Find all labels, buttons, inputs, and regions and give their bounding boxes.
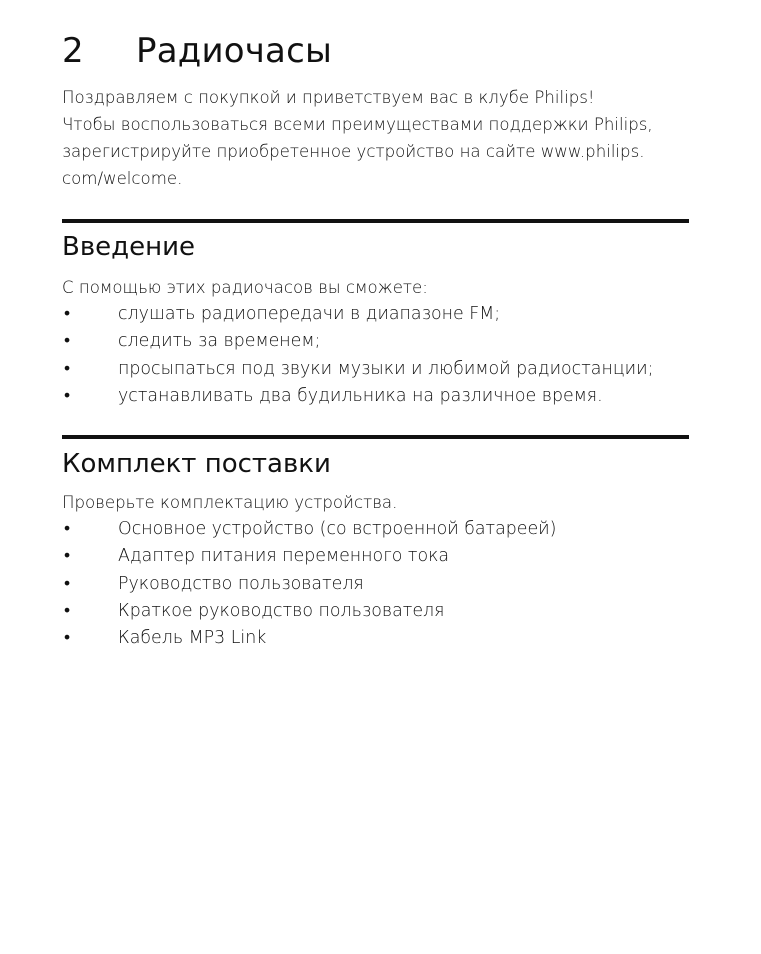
bullet-icon: • xyxy=(64,331,71,352)
intro-line: Чтобы воспользоваться всеми преимуществами поддержки Philips, xyxy=(62,115,653,134)
section-title-package-contents: Комплект поставки xyxy=(62,449,331,479)
list-item xyxy=(62,356,653,383)
section-divider xyxy=(62,219,689,223)
list-item-text: просыпаться под звуки музыки и любимой радиостанции; xyxy=(118,358,654,379)
bullet-icon: • xyxy=(64,519,71,539)
bullet-icon: • xyxy=(64,546,71,567)
section-lead-introduction: С помощью этих радиочасов вы сможете: xyxy=(62,278,428,297)
section-lead-package-contents: Проверьте комплектацию устройства. xyxy=(62,493,398,512)
list-item-text: Основное устройство (со встроенной батареей) xyxy=(118,519,557,539)
list-item xyxy=(62,383,653,410)
list-item xyxy=(62,328,653,355)
bullet-icon: • xyxy=(64,600,71,621)
intro-paragraph xyxy=(62,84,690,192)
list-item-text: Адаптер питания переменного тока xyxy=(118,546,450,567)
section-divider xyxy=(62,435,689,439)
list-item xyxy=(62,625,556,652)
bullet-icon: • xyxy=(64,304,71,324)
list-item-text: следить за временем; xyxy=(118,331,321,352)
section-title-introduction: Введение xyxy=(62,232,196,262)
bullet-icon: • xyxy=(64,573,71,594)
chapter-heading xyxy=(62,28,332,74)
list-item xyxy=(62,571,556,598)
list-item-text: устанавливать два будильника на различное время. xyxy=(118,385,603,406)
list-item-text: слушать радиопередачи в диапазоне FM; xyxy=(118,304,501,324)
list-item xyxy=(62,598,556,625)
list-item xyxy=(62,543,556,570)
list-item-text: Кабель MP3 Link xyxy=(118,628,267,649)
bullet-icon: • xyxy=(64,385,71,406)
intro-line: Поздравляем с покупкой и приветствуем вас в клубе Philips! xyxy=(62,88,595,107)
list-item-text: Руководство пользователя xyxy=(118,573,364,594)
bullet-icon: • xyxy=(64,358,71,379)
intro-line: com/welcome. xyxy=(62,169,183,188)
bullet-icon: • xyxy=(64,628,71,649)
chapter-number: 2 xyxy=(62,31,84,71)
list-item xyxy=(62,516,556,543)
package-contents-list xyxy=(62,516,556,652)
chapter-title: Радиочасы xyxy=(136,31,333,71)
list-item xyxy=(62,301,653,328)
feature-list xyxy=(62,301,653,410)
intro-line: зарегистрируйте приобретенное устройство на сайте www.philips. xyxy=(62,142,645,161)
list-item-text: Краткое руководство пользователя xyxy=(118,600,445,621)
